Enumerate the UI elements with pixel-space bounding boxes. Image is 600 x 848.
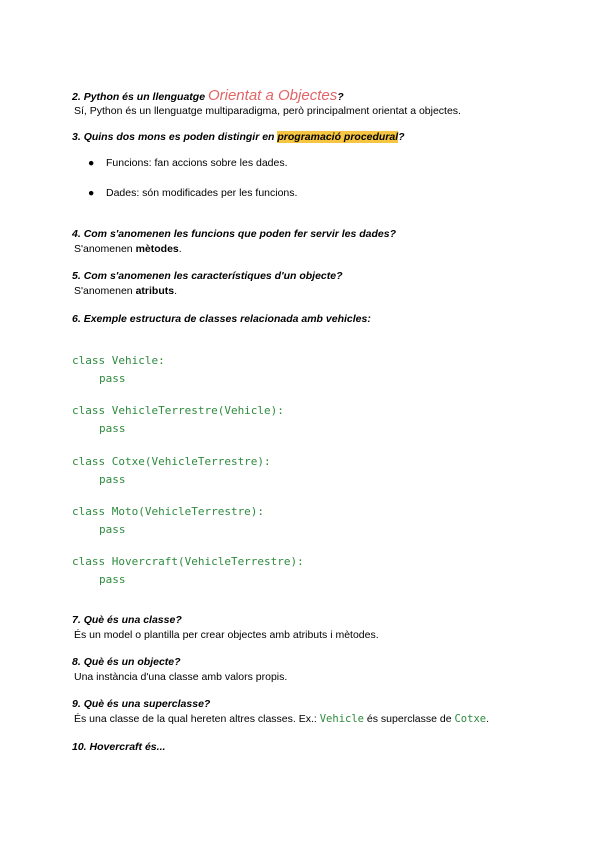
bullet-item xyxy=(88,187,297,199)
question-5 xyxy=(72,270,343,282)
code-class-declaration: class Hovercraft(VehicleTerrestre): xyxy=(72,555,304,568)
answer-middle: és superclasse de xyxy=(366,713,452,725)
code-class-body: pass xyxy=(99,523,126,536)
question-7 xyxy=(72,614,182,626)
answer-prefix: És una classe de la qual hereten altres classes. Ex.: xyxy=(74,713,317,725)
question-number: 4. xyxy=(72,228,81,240)
inline-code-vehicle: Vehicle xyxy=(319,713,364,725)
answer-prefix: S'anomenen xyxy=(74,285,133,297)
answer-term: mètodes xyxy=(135,243,179,255)
answer-2: Sí, Python és un llenguatge multiparadigma, però principalment orientat a objectes. xyxy=(74,105,461,117)
code-class-body: pass xyxy=(99,473,126,486)
question-mark: ? xyxy=(398,131,405,143)
question-10 xyxy=(72,741,165,753)
answer-4 xyxy=(74,243,182,255)
question-text: Com s'anomenen les funcions que poden fer servir les dades? xyxy=(83,228,397,240)
question-text: Què és una classe? xyxy=(83,614,182,626)
bullet-text: Funcions: fan accions sobre les dades. xyxy=(106,157,288,169)
answer-term: atributs xyxy=(135,285,175,297)
question-9 xyxy=(72,698,210,710)
question-text: Què és un objecte? xyxy=(83,656,181,668)
question-number: 5. xyxy=(72,270,81,282)
bullet-item xyxy=(88,157,288,169)
question-number: 7. xyxy=(72,614,81,626)
question-number: 6. xyxy=(72,313,81,325)
question-text: Què és una superclasse? xyxy=(83,698,211,710)
highlighted-term: Orientat a Objectes xyxy=(207,87,338,104)
question-text: Hovercraft és... xyxy=(89,741,166,753)
question-text: Quins dos mons es poden distingir en xyxy=(83,131,275,143)
code-class-declaration: class VehicleTerrestre(Vehicle): xyxy=(72,404,284,417)
question-mark: ? xyxy=(337,91,344,103)
question-number: 2. xyxy=(72,91,81,103)
code-class-body: pass xyxy=(99,422,126,435)
question-2 xyxy=(72,87,344,104)
question-4 xyxy=(72,228,396,240)
inline-code-cotxe: Cotxe xyxy=(454,713,487,725)
answer-8: Una instància d'una classe amb valors propis. xyxy=(74,671,288,683)
answer-suffix: . xyxy=(174,285,177,297)
question-number: 8. xyxy=(72,656,81,668)
bullet-icon: ● xyxy=(88,157,95,169)
question-6 xyxy=(72,313,371,325)
question-text: Exemple estructura de classes relacionada amb vehicles: xyxy=(83,313,371,325)
code-class-declaration: class Vehicle: xyxy=(72,354,165,367)
question-number: 10. xyxy=(72,741,87,753)
question-3 xyxy=(72,131,405,143)
code-class-body: pass xyxy=(99,372,126,385)
question-number: 9. xyxy=(72,698,81,710)
answer-5 xyxy=(74,285,177,297)
answer-9 xyxy=(74,713,489,725)
answer-suffix: . xyxy=(178,243,182,255)
bullet-icon: ● xyxy=(88,187,95,199)
question-number: 3. xyxy=(72,131,81,143)
question-text: Com s'anomenen les característiques d'un objecte? xyxy=(83,270,343,282)
question-8 xyxy=(72,656,181,668)
code-class-body: pass xyxy=(99,573,126,586)
code-class-declaration: class Cotxe(VehicleTerrestre): xyxy=(72,455,271,468)
code-class-declaration: class Moto(VehicleTerrestre): xyxy=(72,505,265,518)
answer-suffix: . xyxy=(486,713,490,725)
bullet-text: Dades: són modificades per les funcions. xyxy=(106,187,298,199)
answer-prefix: S'anomenen xyxy=(74,243,133,255)
answer-7: És un model o plantilla per crear objectes amb atributs i mètodes. xyxy=(74,629,379,641)
highlighted-term: programació procedural xyxy=(277,131,399,143)
question-text: Python és un llenguatge xyxy=(83,91,206,103)
